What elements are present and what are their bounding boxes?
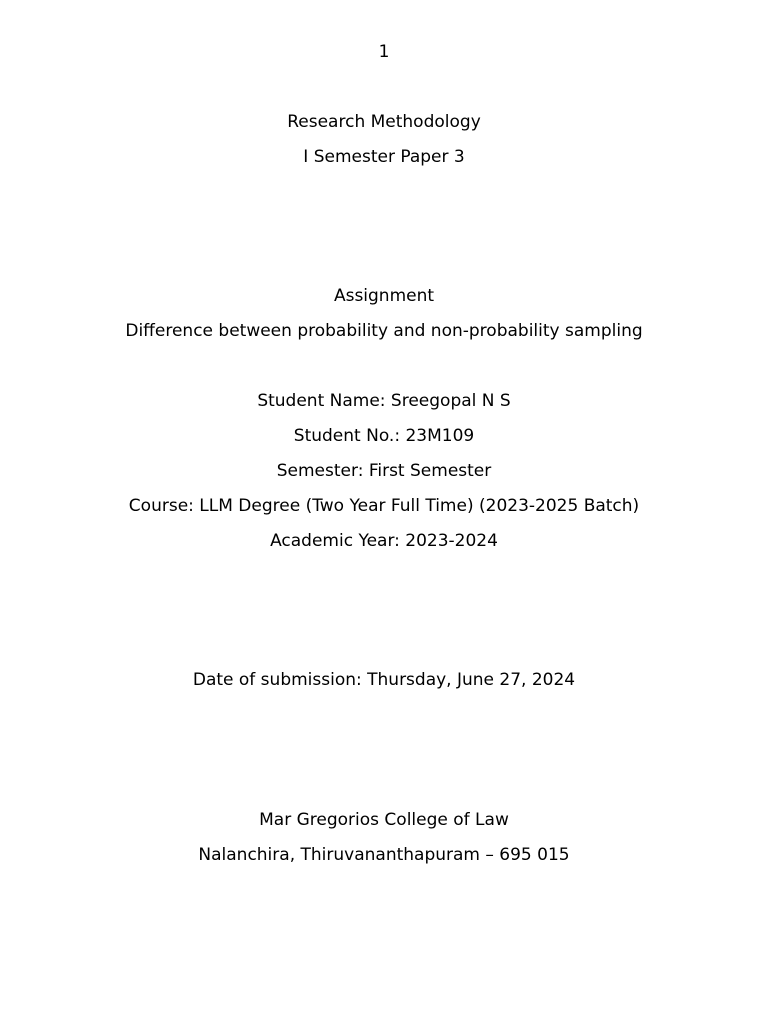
college-name: Mar Gregorios College of Law — [259, 810, 509, 830]
submission-date: Date of submission: Thursday, June 27, 2024 — [192, 670, 576, 690]
assignment-title: Difference between probability and non-probability sampling — [125, 321, 643, 341]
subject-title: Research Methodology — [287, 112, 481, 132]
assignment-heading: Assignment — [333, 286, 435, 306]
student-number: Student No.: 23M109 — [293, 426, 475, 446]
semester: Semester: First Semester — [276, 461, 492, 481]
student-name: Student Name: Sreegopal N S — [257, 391, 511, 411]
academic-year: Academic Year: 2023-2024 — [270, 531, 498, 551]
paper-label: I Semester Paper 3 — [303, 147, 465, 167]
college-address: Nalanchira, Thiruvananthapuram – 695 015 — [198, 845, 570, 865]
course: Course: LLM Degree (Two Year Full Time) (2023-2025 Batch) — [128, 496, 640, 516]
page-number: 1 — [378, 42, 390, 62]
